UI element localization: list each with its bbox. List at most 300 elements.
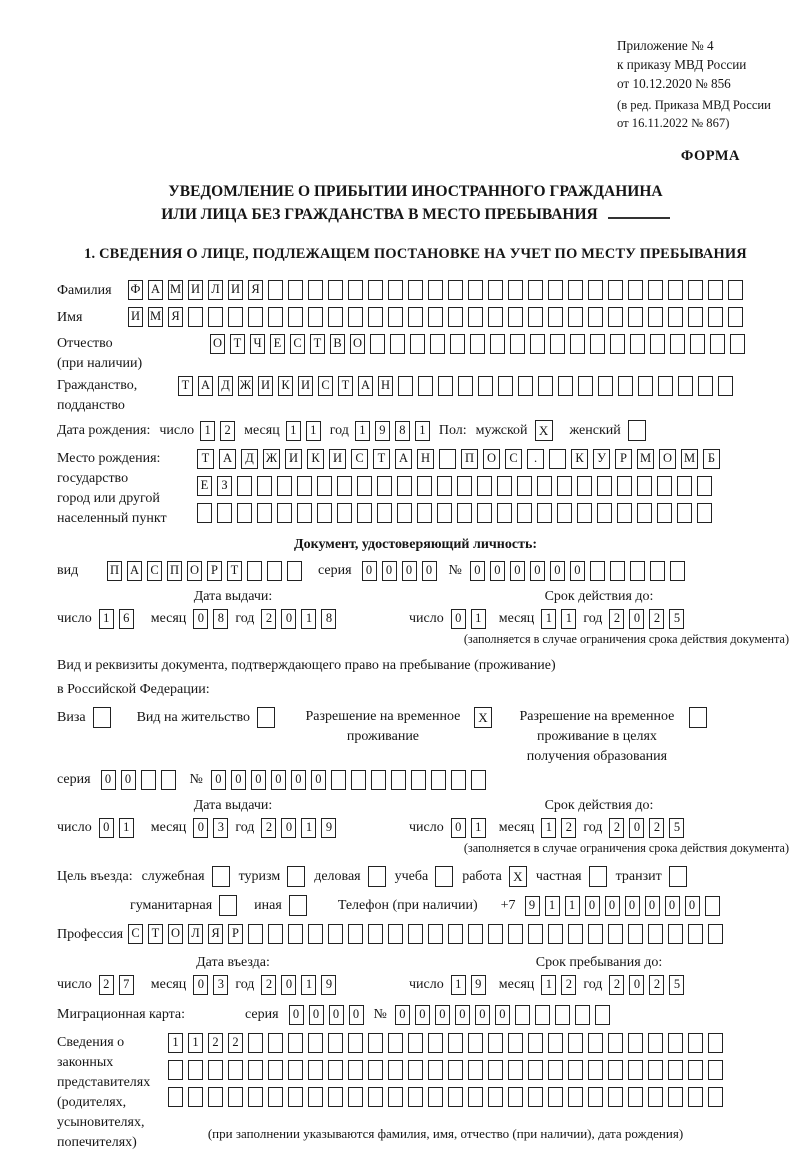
char-cell[interactable] [257, 503, 272, 523]
char-cell[interactable]: 0 [311, 770, 326, 790]
char-cell[interactable]: 0 [455, 1005, 470, 1025]
char-cell[interactable] [608, 924, 623, 944]
char-cell[interactable]: Л [188, 924, 203, 944]
char-cell[interactable] [468, 1033, 483, 1053]
char-cell[interactable] [348, 307, 363, 327]
char-cell[interactable] [590, 334, 605, 354]
char-cell[interactable]: 2 [208, 1033, 223, 1053]
char-cell[interactable] [237, 476, 252, 496]
char-cell[interactable] [575, 1005, 590, 1025]
char-cell[interactable]: О [168, 924, 183, 944]
char-cell[interactable]: Т [230, 334, 245, 354]
char-cell[interactable] [468, 924, 483, 944]
char-cell[interactable] [328, 1087, 343, 1107]
char-cell[interactable] [248, 307, 263, 327]
char-cell[interactable] [648, 280, 663, 300]
char-cell[interactable] [428, 307, 443, 327]
char-cell[interactable]: Д [241, 449, 258, 469]
char-cell[interactable]: 2 [261, 609, 276, 629]
char-cell[interactable] [688, 924, 703, 944]
char-cell[interactable] [548, 1060, 563, 1080]
char-cell[interactable] [450, 334, 465, 354]
char-cell[interactable] [658, 376, 673, 396]
char-cell[interactable]: С [147, 561, 162, 581]
char-cell[interactable]: О [350, 334, 365, 354]
char-cell[interactable]: 0 [281, 609, 296, 629]
char-cell[interactable] [368, 280, 383, 300]
char-cell[interactable]: 0 [99, 818, 114, 838]
char-cell[interactable] [411, 770, 426, 790]
char-cell[interactable] [588, 307, 603, 327]
char-cell[interactable] [428, 924, 443, 944]
char-cell[interactable] [288, 1087, 303, 1107]
char-cell[interactable] [368, 1033, 383, 1053]
char-cell[interactable]: Ж [263, 449, 280, 469]
char-cell[interactable] [628, 924, 643, 944]
char-cell[interactable] [428, 280, 443, 300]
char-cell[interactable] [448, 280, 463, 300]
char-cell[interactable] [728, 307, 743, 327]
char-cell[interactable] [448, 307, 463, 327]
char-cell[interactable] [697, 503, 712, 523]
char-cell[interactable]: М [681, 449, 698, 469]
char-cell[interactable] [608, 280, 623, 300]
char-cell[interactable] [317, 476, 332, 496]
char-cell[interactable]: 9 [321, 818, 336, 838]
char-cell[interactable] [248, 1033, 263, 1053]
char-cell[interactable] [678, 376, 693, 396]
char-cell[interactable]: Л [208, 280, 223, 300]
char-cell[interactable] [398, 376, 413, 396]
char-cell[interactable] [657, 503, 672, 523]
char-cell[interactable] [710, 334, 725, 354]
char-cell[interactable] [548, 307, 563, 327]
char-cell[interactable] [457, 476, 472, 496]
char-cell[interactable]: 2 [609, 609, 624, 629]
char-cell[interactable]: 2 [649, 609, 664, 629]
char-cell[interactable]: 0 [550, 561, 565, 581]
char-cell[interactable]: С [505, 449, 522, 469]
char-cell[interactable]: Т [338, 376, 353, 396]
sex-male-checkbox[interactable]: X [535, 420, 553, 441]
char-cell[interactable] [228, 1060, 243, 1080]
char-cell[interactable]: П [167, 561, 182, 581]
char-cell[interactable] [548, 280, 563, 300]
char-cell[interactable] [390, 334, 405, 354]
char-cell[interactable] [688, 280, 703, 300]
char-cell[interactable]: П [107, 561, 122, 581]
char-cell[interactable]: В [330, 334, 345, 354]
char-cell[interactable]: . [527, 449, 544, 469]
char-cell[interactable]: 8 [213, 609, 228, 629]
char-cell[interactable]: 0 [490, 561, 505, 581]
char-cell[interactable] [208, 1087, 223, 1107]
char-cell[interactable] [237, 503, 252, 523]
char-cell[interactable]: 0 [402, 561, 417, 581]
char-cell[interactable]: 8 [395, 421, 410, 441]
char-cell[interactable] [510, 334, 525, 354]
char-cell[interactable] [535, 1005, 550, 1025]
char-cell[interactable] [508, 307, 523, 327]
char-cell[interactable]: 1 [200, 421, 215, 441]
char-cell[interactable]: Б [703, 449, 720, 469]
char-cell[interactable]: А [198, 376, 213, 396]
char-cell[interactable] [688, 307, 703, 327]
char-cell[interactable] [351, 770, 366, 790]
char-cell[interactable]: 3 [213, 975, 228, 995]
char-cell[interactable]: 7 [119, 975, 134, 995]
char-cell[interactable]: С [351, 449, 368, 469]
char-cell[interactable] [590, 561, 605, 581]
char-cell[interactable] [331, 770, 346, 790]
char-cell[interactable]: О [659, 449, 676, 469]
char-cell[interactable] [595, 1005, 610, 1025]
char-cell[interactable] [408, 1033, 423, 1053]
char-cell[interactable]: Ч [250, 334, 265, 354]
char-cell[interactable] [628, 1033, 643, 1053]
char-cell[interactable]: Я [168, 307, 183, 327]
char-cell[interactable] [388, 1033, 403, 1053]
char-cell[interactable] [297, 476, 312, 496]
char-cell[interactable] [668, 924, 683, 944]
char-cell[interactable] [578, 376, 593, 396]
char-cell[interactable] [610, 334, 625, 354]
char-cell[interactable] [558, 376, 573, 396]
char-cell[interactable] [668, 1033, 683, 1053]
char-cell[interactable]: 0 [271, 770, 286, 790]
char-cell[interactable] [637, 476, 652, 496]
char-cell[interactable] [630, 334, 645, 354]
char-cell[interactable] [287, 561, 302, 581]
char-cell[interactable] [668, 1087, 683, 1107]
char-cell[interactable] [308, 1087, 323, 1107]
char-cell[interactable] [508, 1087, 523, 1107]
char-cell[interactable]: 1 [451, 975, 466, 995]
char-cell[interactable] [497, 476, 512, 496]
char-cell[interactable]: 2 [649, 975, 664, 995]
char-cell[interactable] [508, 280, 523, 300]
char-cell[interactable] [388, 1087, 403, 1107]
char-cell[interactable] [628, 280, 643, 300]
char-cell[interactable]: 2 [649, 818, 664, 838]
char-cell[interactable] [688, 1033, 703, 1053]
char-cell[interactable] [628, 307, 643, 327]
char-cell[interactable] [348, 280, 363, 300]
char-cell[interactable]: 0 [495, 1005, 510, 1025]
char-cell[interactable] [688, 1087, 703, 1107]
char-cell[interactable] [268, 924, 283, 944]
char-cell[interactable]: А [127, 561, 142, 581]
residence-permit-checkbox[interactable] [257, 707, 275, 728]
char-cell[interactable] [708, 307, 723, 327]
char-cell[interactable] [568, 307, 583, 327]
char-cell[interactable] [528, 1060, 543, 1080]
char-cell[interactable]: И [298, 376, 313, 396]
char-cell[interactable] [431, 770, 446, 790]
char-cell[interactable]: 0 [193, 818, 208, 838]
char-cell[interactable]: 2 [99, 975, 114, 995]
char-cell[interactable]: 0 [291, 770, 306, 790]
char-cell[interactable] [597, 503, 612, 523]
char-cell[interactable] [568, 1087, 583, 1107]
purpose-study-checkbox[interactable] [435, 866, 453, 887]
char-cell[interactable] [677, 476, 692, 496]
char-cell[interactable] [657, 476, 672, 496]
char-cell[interactable] [588, 280, 603, 300]
char-cell[interactable] [650, 561, 665, 581]
char-cell[interactable] [357, 476, 372, 496]
char-cell[interactable] [228, 1087, 243, 1107]
char-cell[interactable] [408, 307, 423, 327]
char-cell[interactable] [451, 770, 466, 790]
char-cell[interactable] [448, 1087, 463, 1107]
char-cell[interactable]: 1 [541, 975, 556, 995]
char-cell[interactable] [328, 924, 343, 944]
char-cell[interactable]: 0 [309, 1005, 324, 1025]
char-cell[interactable] [437, 476, 452, 496]
char-cell[interactable] [308, 924, 323, 944]
char-cell[interactable] [288, 1033, 303, 1053]
char-cell[interactable]: 0 [193, 975, 208, 995]
char-cell[interactable] [397, 476, 412, 496]
char-cell[interactable]: 1 [545, 896, 560, 916]
char-cell[interactable]: У [593, 449, 610, 469]
char-cell[interactable] [370, 334, 385, 354]
visa-checkbox[interactable] [93, 707, 111, 728]
char-cell[interactable]: 0 [645, 896, 660, 916]
char-cell[interactable] [515, 1005, 530, 1025]
char-cell[interactable] [317, 503, 332, 523]
char-cell[interactable] [548, 1033, 563, 1053]
char-cell[interactable] [648, 924, 663, 944]
char-cell[interactable] [308, 307, 323, 327]
char-cell[interactable]: 0 [685, 896, 700, 916]
char-cell[interactable] [268, 1060, 283, 1080]
char-cell[interactable] [488, 1087, 503, 1107]
char-cell[interactable]: 0 [629, 609, 644, 629]
char-cell[interactable]: 0 [289, 1005, 304, 1025]
char-cell[interactable] [488, 924, 503, 944]
char-cell[interactable]: 0 [395, 1005, 410, 1025]
char-cell[interactable]: М [168, 280, 183, 300]
char-cell[interactable]: Е [270, 334, 285, 354]
char-cell[interactable] [528, 1033, 543, 1053]
char-cell[interactable] [490, 334, 505, 354]
char-cell[interactable] [557, 476, 572, 496]
char-cell[interactable] [498, 376, 513, 396]
char-cell[interactable] [428, 1033, 443, 1053]
char-cell[interactable] [528, 307, 543, 327]
char-cell[interactable]: 0 [349, 1005, 364, 1025]
char-cell[interactable]: Д [218, 376, 233, 396]
char-cell[interactable]: 9 [375, 421, 390, 441]
char-cell[interactable] [368, 1087, 383, 1107]
char-cell[interactable]: 0 [629, 975, 644, 995]
char-cell[interactable] [568, 1060, 583, 1080]
char-cell[interactable] [388, 307, 403, 327]
char-cell[interactable]: 0 [251, 770, 266, 790]
char-cell[interactable]: 1 [415, 421, 430, 441]
char-cell[interactable] [508, 1033, 523, 1053]
char-cell[interactable] [248, 1087, 263, 1107]
char-cell[interactable] [528, 924, 543, 944]
char-cell[interactable] [648, 1060, 663, 1080]
char-cell[interactable] [488, 1060, 503, 1080]
char-cell[interactable]: 0 [451, 818, 466, 838]
char-cell[interactable] [698, 376, 713, 396]
char-cell[interactable] [577, 503, 592, 523]
char-cell[interactable] [588, 1060, 603, 1080]
char-cell[interactable] [668, 1060, 683, 1080]
char-cell[interactable]: 2 [261, 975, 276, 995]
char-cell[interactable] [677, 503, 692, 523]
char-cell[interactable] [448, 1033, 463, 1053]
char-cell[interactable] [688, 1060, 703, 1080]
char-cell[interactable]: 2 [561, 975, 576, 995]
temp-residence-education-checkbox[interactable] [689, 707, 707, 728]
purpose-private-checkbox[interactable] [589, 866, 607, 887]
char-cell[interactable] [638, 376, 653, 396]
char-cell[interactable] [598, 376, 613, 396]
char-cell[interactable] [697, 476, 712, 496]
char-cell[interactable]: Т [227, 561, 242, 581]
char-cell[interactable] [468, 1060, 483, 1080]
char-cell[interactable] [408, 1087, 423, 1107]
char-cell[interactable] [608, 1087, 623, 1107]
char-cell[interactable] [268, 1087, 283, 1107]
char-cell[interactable] [588, 1033, 603, 1053]
char-cell[interactable] [188, 1060, 203, 1080]
char-cell[interactable]: 1 [119, 818, 134, 838]
char-cell[interactable]: 6 [119, 609, 134, 629]
char-cell[interactable] [708, 1060, 723, 1080]
char-cell[interactable]: 0 [193, 609, 208, 629]
char-cell[interactable] [617, 476, 632, 496]
char-cell[interactable]: 0 [475, 1005, 490, 1025]
char-cell[interactable]: 9 [471, 975, 486, 995]
char-cell[interactable] [588, 924, 603, 944]
char-cell[interactable] [650, 334, 665, 354]
char-cell[interactable]: 0 [585, 896, 600, 916]
char-cell[interactable] [337, 503, 352, 523]
char-cell[interactable] [488, 280, 503, 300]
char-cell[interactable]: О [483, 449, 500, 469]
char-cell[interactable] [248, 924, 263, 944]
char-cell[interactable]: 0 [629, 818, 644, 838]
char-cell[interactable]: Р [615, 449, 632, 469]
char-cell[interactable]: Я [208, 924, 223, 944]
char-cell[interactable]: 1 [301, 818, 316, 838]
char-cell[interactable] [628, 1060, 643, 1080]
char-cell[interactable] [618, 376, 633, 396]
char-cell[interactable] [217, 503, 232, 523]
char-cell[interactable]: Т [178, 376, 193, 396]
char-cell[interactable] [670, 334, 685, 354]
char-cell[interactable] [328, 307, 343, 327]
char-cell[interactable] [508, 1060, 523, 1080]
char-cell[interactable] [268, 307, 283, 327]
char-cell[interactable] [297, 503, 312, 523]
char-cell[interactable] [610, 561, 625, 581]
char-cell[interactable]: И [329, 449, 346, 469]
char-cell[interactable] [518, 376, 533, 396]
char-cell[interactable] [708, 280, 723, 300]
char-cell[interactable] [528, 1087, 543, 1107]
char-cell[interactable]: 1 [355, 421, 370, 441]
char-cell[interactable]: 0 [121, 770, 136, 790]
char-cell[interactable]: 0 [510, 561, 525, 581]
char-cell[interactable] [348, 1033, 363, 1053]
char-cell[interactable]: 1 [301, 609, 316, 629]
char-cell[interactable] [588, 1087, 603, 1107]
char-cell[interactable] [537, 476, 552, 496]
char-cell[interactable] [247, 561, 262, 581]
char-cell[interactable]: Т [310, 334, 325, 354]
char-cell[interactable]: М [637, 449, 654, 469]
char-cell[interactable] [277, 503, 292, 523]
char-cell[interactable] [357, 503, 372, 523]
char-cell[interactable] [430, 334, 445, 354]
char-cell[interactable]: 0 [382, 561, 397, 581]
char-cell[interactable]: И [258, 376, 273, 396]
char-cell[interactable]: М [148, 307, 163, 327]
char-cell[interactable] [690, 334, 705, 354]
char-cell[interactable] [348, 924, 363, 944]
char-cell[interactable] [371, 770, 386, 790]
char-cell[interactable] [508, 924, 523, 944]
char-cell[interactable] [288, 307, 303, 327]
char-cell[interactable] [637, 503, 652, 523]
char-cell[interactable]: 0 [329, 1005, 344, 1025]
char-cell[interactable] [708, 1087, 723, 1107]
char-cell[interactable] [488, 307, 503, 327]
char-cell[interactable]: И [188, 280, 203, 300]
char-cell[interactable]: 1 [471, 818, 486, 838]
char-cell[interactable] [648, 1087, 663, 1107]
char-cell[interactable] [517, 476, 532, 496]
char-cell[interactable] [548, 1087, 563, 1107]
purpose-other-checkbox[interactable] [289, 895, 307, 916]
char-cell[interactable] [577, 476, 592, 496]
char-cell[interactable]: 0 [281, 818, 296, 838]
char-cell[interactable] [257, 476, 272, 496]
char-cell[interactable] [388, 280, 403, 300]
char-cell[interactable]: 1 [471, 609, 486, 629]
char-cell[interactable] [728, 280, 743, 300]
char-cell[interactable] [168, 1087, 183, 1107]
char-cell[interactable] [557, 503, 572, 523]
char-cell[interactable] [308, 1060, 323, 1080]
char-cell[interactable] [568, 1033, 583, 1053]
char-cell[interactable]: 1 [541, 609, 556, 629]
char-cell[interactable] [468, 1087, 483, 1107]
char-cell[interactable] [548, 924, 563, 944]
char-cell[interactable]: А [148, 280, 163, 300]
char-cell[interactable] [410, 334, 425, 354]
char-cell[interactable] [277, 476, 292, 496]
char-cell[interactable]: 1 [541, 818, 556, 838]
char-cell[interactable] [477, 476, 492, 496]
char-cell[interactable] [437, 503, 452, 523]
char-cell[interactable] [328, 280, 343, 300]
char-cell[interactable] [208, 1060, 223, 1080]
char-cell[interactable] [670, 561, 685, 581]
char-cell[interactable]: И [128, 307, 143, 327]
char-cell[interactable] [488, 1033, 503, 1053]
char-cell[interactable]: 0 [211, 770, 226, 790]
char-cell[interactable] [617, 503, 632, 523]
char-cell[interactable] [517, 503, 532, 523]
